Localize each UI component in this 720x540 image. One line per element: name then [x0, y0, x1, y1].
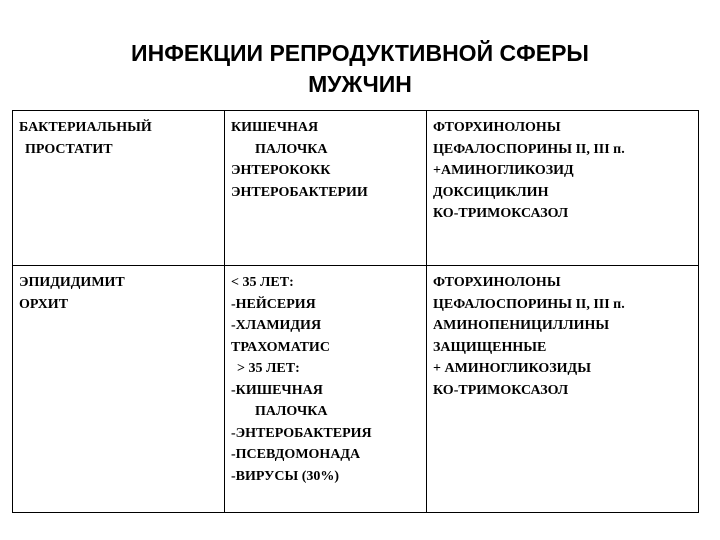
title-line-1: ИНФЕКЦИИ РЕПРОДУКТИВНОЙ СФЕРЫ	[131, 40, 589, 66]
cell-line: ЭНТЕРОБАКТЕРИИ	[231, 184, 368, 200]
cell-line: КО-ТРИМОКСАЗОЛ	[433, 382, 569, 398]
cell-line: КО-ТРИМОКСАЗОЛ	[433, 206, 569, 221]
table-row	[13, 266, 699, 513]
disease-cell	[13, 266, 225, 513]
cell-line: > 35 ЛЕТ:	[237, 361, 300, 376]
cell-line: -КИШЕЧНАЯ	[231, 382, 323, 398]
cell-line: + АМИНОГЛИКОЗИДЫ	[433, 361, 591, 376]
cell-line: ОРХИТ	[19, 296, 69, 312]
cell-line: ЭНТЕРОКОКК	[231, 163, 331, 178]
table-row	[13, 111, 699, 266]
cell-line: -ВИРУСЫ (30%)	[231, 468, 340, 484]
cell-line: ЗАЩИЩЕННЫЕ	[433, 339, 547, 355]
cell-line: ДОКСИЦИКЛИН	[433, 184, 549, 200]
pathogens-cell	[225, 111, 427, 266]
cell-line: ФТОРХИНОЛОНЫ	[433, 275, 561, 290]
cell-line: ЦЕФАЛОСПОРИНЫ II, III п.	[433, 141, 625, 157]
cell-line: КИШЕЧНАЯ	[231, 120, 319, 135]
cell-line: +АМИНОГЛИКОЗИД	[433, 163, 574, 178]
cell-line: ЭПИДИДИМИТ	[19, 275, 125, 290]
cell-line: ПАЛОЧКА	[255, 404, 328, 419]
treatment-cell	[427, 111, 699, 266]
treatment-cell	[427, 266, 699, 513]
cell-line: ЦЕФАЛОСПОРИНЫ II, III п.	[433, 296, 625, 312]
infections-table	[12, 110, 699, 513]
pathogens-cell	[225, 266, 427, 513]
cell-line: -ЭНТЕРОБАКТЕРИЯ	[231, 425, 372, 441]
cell-line: -ПСЕВДОМОНАДА	[231, 447, 361, 462]
slide-title	[0, 38, 720, 100]
cell-line: -ХЛАМИДИЯ	[231, 318, 322, 333]
cell-line: АМИНОПЕНИЦИЛЛИНЫ	[433, 318, 610, 333]
disease-cell	[13, 111, 225, 266]
cell-line: ТРАХОМАТИС	[231, 339, 330, 355]
title-line-2: МУЖЧИН	[308, 71, 412, 97]
cell-line: ФТОРХИНОЛОНЫ	[433, 120, 561, 135]
cell-line: -НЕЙСЕРИЯ	[231, 296, 316, 312]
cell-line: БАКТЕРИАЛЬНЫЙ	[19, 120, 152, 135]
cell-line: < 35 ЛЕТ:	[231, 275, 294, 290]
cell-line: ПРОСТАТИТ	[25, 141, 113, 157]
cell-line: ПАЛОЧКА	[255, 141, 328, 157]
